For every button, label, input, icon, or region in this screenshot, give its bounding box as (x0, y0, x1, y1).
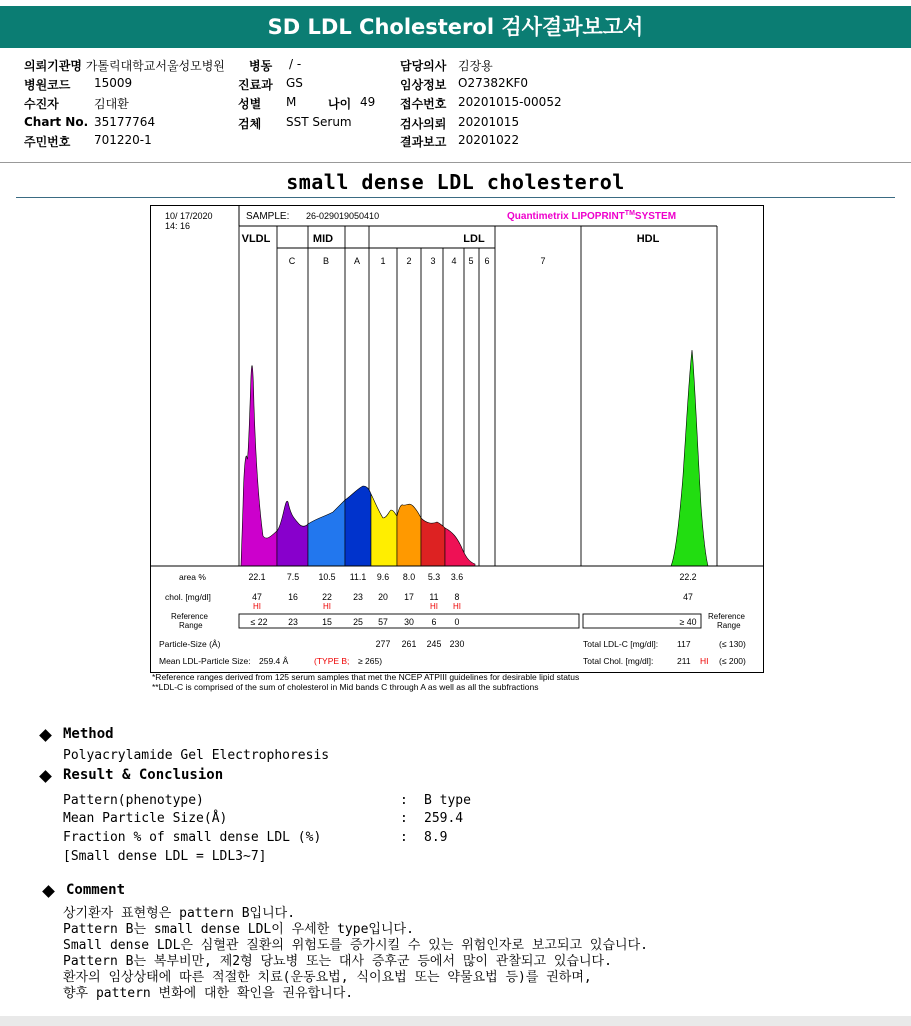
info-report-date: 결과보고 20201022 (400, 133, 520, 149)
info-specimen: 검체 SST Serum (238, 115, 352, 131)
chart-date: 10/ 17/2020 (165, 211, 213, 221)
info-chart-no: Chart No. 35177764 (24, 115, 156, 129)
chol-value: 20 (378, 592, 388, 602)
ref-right-2: Range (717, 621, 741, 630)
ref-right-1: Reference (708, 612, 745, 621)
mean-size-type: (TYPE B; (314, 656, 350, 666)
peak-hdl (671, 350, 708, 566)
footnote-2: **LDL-C is comprised of the sum of cholesterol in Mid bands C through A as well as all the subfractions (152, 682, 539, 692)
band-label: 1 (380, 256, 386, 266)
info-doctor: 담당의사 김장용 (400, 59, 493, 73)
particle-size-value: 261 (401, 639, 417, 649)
info-request-date: 검사의뢰 20201015 (400, 115, 520, 131)
peak-mid-a (345, 486, 371, 566)
info-hospital-code: 병원코드 15009 (24, 76, 133, 92)
chol-value: 47 (683, 592, 693, 602)
hi-flag: HI (430, 602, 438, 611)
result-label-pattern: Pattern(phenotype) (63, 793, 204, 808)
ref-value: 25 (353, 617, 363, 627)
method-text: Polyacrylamide Gel Electrophoresis (63, 748, 330, 763)
report-title: SD LDL Cholesterol 검사결과보고서 (0, 6, 911, 48)
row-label-area: area % (179, 572, 206, 582)
comment-line: Pattern B는 복부비만, 제2형 당뇨병 또는 대사 증후군 등에서 많이 관찰되고 있습니다. (63, 954, 612, 969)
ref-value: 6 (431, 617, 437, 627)
particle-size-value: 245 (426, 639, 442, 649)
band-label: 7 (540, 256, 546, 266)
ref-value: ≥ 40 (679, 617, 697, 627)
result-colon: : (400, 830, 408, 845)
subtitle-underline (16, 197, 895, 198)
chol-value: 47 (252, 592, 262, 602)
divider (0, 162, 911, 163)
result-value-pattern: B type (424, 793, 471, 808)
result-label-fraction: Fraction % of small dense LDL (%) (63, 830, 322, 845)
info-age: 나이 49 (328, 95, 376, 111)
info-hospital: 의뢰기관명 가톨릭대학교서울성모병원 (24, 59, 225, 73)
comment-line: Small dense LDL은 심혈관 질환의 위험도를 증가시킬 수 있는 위험인자로 보고되고 있습니다. (63, 938, 648, 953)
peak-ldl-2 (397, 504, 421, 566)
peak-vldl (241, 366, 277, 566)
chart-svg (151, 206, 763, 672)
comment-heading: Comment (66, 882, 126, 898)
chol-value: 17 (404, 592, 414, 602)
band-label: 6 (484, 256, 490, 266)
chart-brand: Quantimetrix LIPOPRINT™SYSTEM (507, 210, 677, 222)
info-dept: 진료과 GS (238, 76, 303, 92)
result-colon: : (400, 811, 408, 826)
area-value: 22.1 (248, 572, 266, 582)
ref-value: 15 (322, 617, 332, 627)
area-value: 7.5 (286, 572, 300, 582)
result-value-size: 259.4 (424, 811, 464, 826)
band-label: 5 (468, 256, 474, 266)
chol-value: 22 (322, 592, 332, 602)
total-chol-value: 211 (677, 656, 691, 666)
chart-sample-id: 26-029019050410 (306, 211, 380, 221)
info-sex: 성별 M (238, 95, 297, 111)
peak-ldl-4 (445, 528, 475, 566)
hi-flag: HI (253, 602, 261, 611)
page-bottom-bar (0, 1016, 911, 1026)
area-value: 3.6 (450, 572, 464, 582)
area-value: 8.0 (402, 572, 416, 582)
mean-size-ref: ≥ 265) (358, 656, 383, 666)
ref-value: 57 (378, 617, 388, 627)
group-hdl: HDL (636, 233, 660, 245)
chart-time: 14: 16 (165, 221, 191, 231)
total-ldl-ref: (≤ 130) (719, 639, 746, 649)
bullet-icon (39, 770, 52, 783)
particle-size-value: 277 (375, 639, 391, 649)
hi-flag: HI (453, 602, 461, 611)
info-patient: 수진자 김대환 (24, 97, 129, 111)
total-chol-label: Total Chol. [mg/dl]: (583, 656, 654, 666)
band-label: C (288, 256, 296, 266)
info-ward: 병동 / - (249, 57, 302, 73)
chol-value: 8 (454, 592, 460, 602)
chart-subtitle: small dense LDL cholesterol (286, 170, 625, 194)
band-label: A (353, 256, 361, 266)
particle-size-value: 230 (449, 639, 465, 649)
result-value-fraction: 8.9 (424, 830, 448, 845)
result-label-size: Mean Particle Size(Å) (63, 811, 228, 826)
peak-mid-b (308, 500, 345, 566)
chol-value: 16 (288, 592, 298, 602)
total-ldl-label: Total LDL-C [mg/dl]: (583, 639, 659, 649)
comment-line: Pattern B는 small dense LDL이 우세한 type입니다. (63, 922, 414, 937)
result-note: [Small dense LDL = LDL3~7] (63, 849, 267, 864)
info-receipt-no: 접수번호 20201015-00052 (400, 95, 562, 111)
area-value: 22.2 (679, 572, 697, 582)
peak-ldl-3 (421, 518, 445, 566)
chol-value: 23 (353, 592, 363, 602)
info-id-no: 주민번호 701220-1 (24, 133, 152, 149)
row-label-mean: Mean LDL-Particle Size: (159, 656, 251, 666)
row-label-ref-1: Reference (171, 612, 208, 621)
group-ldl: LDL (463, 233, 485, 245)
total-ldl-value: 117 (677, 639, 691, 649)
chol-value: 11 (429, 592, 439, 602)
area-value: 11.1 (349, 572, 367, 582)
ref-value: 30 (404, 617, 414, 627)
ref-value: ≤ 22 (250, 617, 268, 627)
row-label-size: Particle-Size (Å) (159, 639, 221, 649)
footnote-1: *Reference ranges derived from 125 serum samples that met the NCEP ATPIII guidelines for desirable lipid status (152, 672, 580, 682)
lipoprint-chart (150, 205, 764, 673)
band-label: 3 (430, 256, 436, 266)
bullet-icon (39, 729, 52, 742)
result-heading: Result & Conclusion (63, 767, 224, 783)
comment-line: 상기환자 표현형은 pattern B입니다. (63, 906, 296, 921)
band-label: 2 (406, 256, 412, 266)
row-label-ref-2: Range (179, 621, 203, 630)
row-label-chol: chol. [mg/dl] (165, 592, 211, 602)
total-chol-ref: (≤ 200) (719, 656, 746, 666)
area-value: 10.5 (318, 572, 336, 582)
mean-size-value: 259.4 Å (259, 656, 289, 666)
info-clinical: 임상정보 O27382KF0 (400, 76, 529, 92)
area-value: 9.6 (376, 572, 390, 582)
peak-ldl-1 (371, 494, 397, 566)
method-heading: Method (63, 726, 114, 742)
group-vldl: VLDL (241, 233, 271, 245)
hi-flag: HI (323, 602, 331, 611)
chart-sample-label: SAMPLE: (246, 211, 290, 222)
band-label: B (322, 256, 330, 266)
group-mid: MID (312, 233, 334, 245)
area-value: 5.3 (427, 572, 441, 582)
peak-mid-c (277, 501, 308, 566)
comment-line: 환자의 임상상태에 따른 적절한 치료(운동요법, 식이요법 또는 약물요법 등)를 권하며, (63, 970, 592, 985)
band-label: 4 (451, 256, 457, 266)
ref-value: 0 (454, 617, 460, 627)
comment-line: 향후 pattern 변화에 대한 확인을 권유합니다. (63, 986, 354, 1001)
bullet-icon (42, 885, 55, 898)
ref-value: 23 (288, 617, 298, 627)
result-colon: : (400, 793, 408, 808)
total-chol-flag: HI (700, 656, 709, 666)
